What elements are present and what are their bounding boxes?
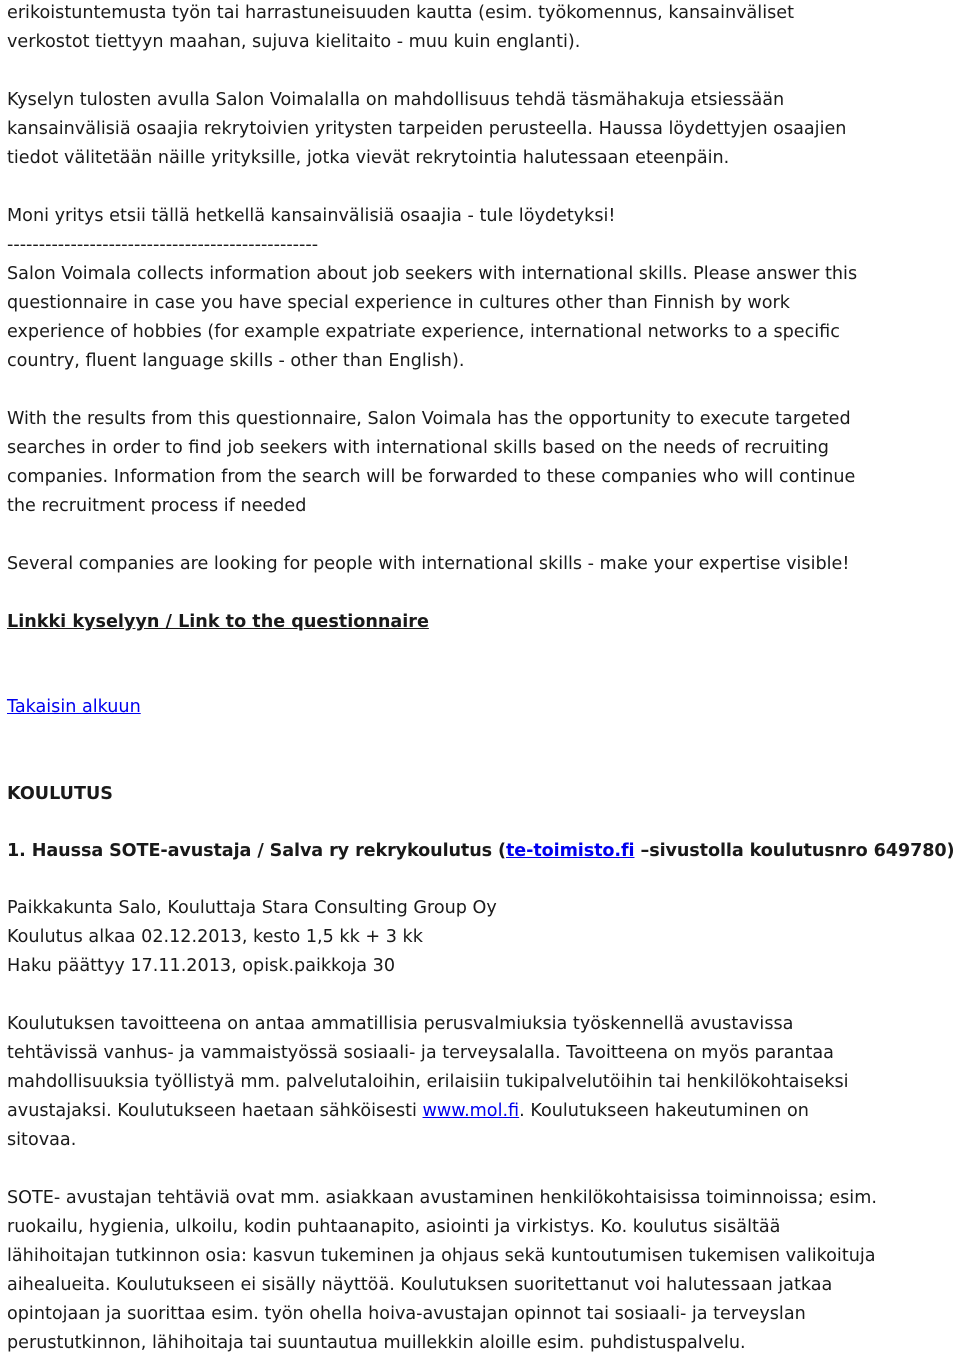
intro-fi-line-2: verkostot tiettyyn maahan, sujuva kielitaito - muu kuin englanti). [7,32,581,52]
separator: ------------------------------------------------- [7,235,319,255]
questionnaire-link[interactable]: Linkki kyselyyn / Link to the questionnaire [7,612,429,632]
training-tasks-line-5: opintojaan ja suorittaa esim. työn ohella hoiva-avustajan opinnot tai sosiaali- ja terveyslan [7,1304,806,1324]
training-title-prefix: 1. Haussa SOTE-avustaja / Salva ry rekrykoulutus ( [7,841,506,861]
training-tasks-line-3: lähihoitajan tutkinnon osia: kasvun tukeminen ja ohjaus sekä kuntoutumisen tukemisen valikoituja [7,1246,876,1266]
results-fi-line-3: tiedot välitetään näille yrityksille, jotka vievät rekrytointia halutessaan eteenpäin. [7,148,730,168]
training-tasks-line-6: perustutkinnon, lähihoitaja tai suuntautua muillekkin aloille esim. puhdistuspalvelu. [7,1333,746,1353]
intro-en-line-1: Salon Voimala collects information about job seekers with international skills. Please answer this [7,264,858,284]
training-goal-line-2: tehtävissä vanhus- ja vammaistyössä sosiaali- ja terveysalalla. Tavoitteena on myös parantaa [7,1043,834,1063]
training-location: Paikkakunta Salo, Kouluttaja Stara Consulting Group Oy [7,898,497,918]
training-tasks-line-1: SOTE- avustajan tehtäviä ovat mm. asiakkaan avustaminen henkilökohtaisissa toiminnoissa; esim. [7,1188,877,1208]
section-heading: KOULUTUS [7,784,113,804]
intro-fi-line-1: erikoistuntemusta työn tai harrastuneisuuden kautta (esim. työkomennus, kansainväliset [7,3,794,23]
training-start: Koulutus alkaa 02.12.2013, kesto 1,5 kk + 3 kk [7,927,423,947]
training-goal-line-5: sitovaa. [7,1130,77,1150]
training-tasks-line-2: ruokailu, hygienia, ulkoilu, kodin puhtaanapito, asiointi ja virkistys. Ko. koulutus sisältää [7,1217,781,1237]
training-title [7,840,954,862]
callout-fi: Moni yritys etsii tällä hetkellä kansainvälisiä osaajia - tule löydetyksi! [7,206,616,226]
training-goal-line-4-prefix: avustajaksi. Koulutukseen haetaan sähköisesti [7,1101,423,1121]
results-en-line-3: companies. Information from the search will be forwarded to these companies who will continue [7,467,856,487]
intro-en-line-3: experience of hobbies (for example expatriate experience, international networks to a specific [7,322,840,342]
te-toimisto-link[interactable]: te-toimisto.fi [506,841,635,861]
training-tasks-line-4: aihealueita. Koulutukseen ei sisälly näyttöä. Koulutuksen suoritettanut voi halutessaan jatkaa [7,1275,833,1295]
mol-fi-link[interactable]: www.mol.fi [422,1101,520,1121]
results-en-line-4: the recruitment process if needed [7,496,307,516]
results-en-line-1: With the results from this questionnaire, Salon Voimala has the opportunity to execute targeted [7,409,851,429]
results-fi-line-2: kansainvälisiä osaajia rekrytoivien yritysten tarpeiden perusteella. Haussa löydettyjen osaajien [7,119,847,139]
back-to-top-link[interactable]: Takaisin alkuun [7,697,141,717]
callout-en: Several companies are looking for people with international skills - make your expertise visible! [7,554,850,574]
training-title-suffix: –sivustolla koulutusnro 649780) [634,841,955,861]
training-goal-line-1: Koulutuksen tavoitteena on antaa ammatillisia perusvalmiuksia työskennellä avustavissa [7,1014,794,1034]
results-fi-line-1: Kyselyn tulosten avulla Salon Voimalalla on mahdollisuus tehdä täsmähakuja etsiessään [7,90,785,110]
training-goal-line-4 [7,1100,809,1122]
intro-en-line-2: questionnaire in case you have special experience in cultures other than Finnish by work [7,293,790,313]
results-en-line-2: searches in order to find job seekers with international skills based on the needs of recruiting [7,438,829,458]
intro-en-line-4: country, fluent language skills - other than English). [7,351,465,371]
training-goal-line-3: mahdollisuuksia työllistyä mm. palvelutaloihin, erilaisiin tukipalvelutöihin tai henkilökohtaiseksi [7,1072,849,1092]
training-goal-line-4-suffix: . Koulutukseen hakeutuminen on [519,1101,809,1121]
training-application: Haku päättyy 17.11.2013, opisk.paikkoja 30 [7,956,396,976]
